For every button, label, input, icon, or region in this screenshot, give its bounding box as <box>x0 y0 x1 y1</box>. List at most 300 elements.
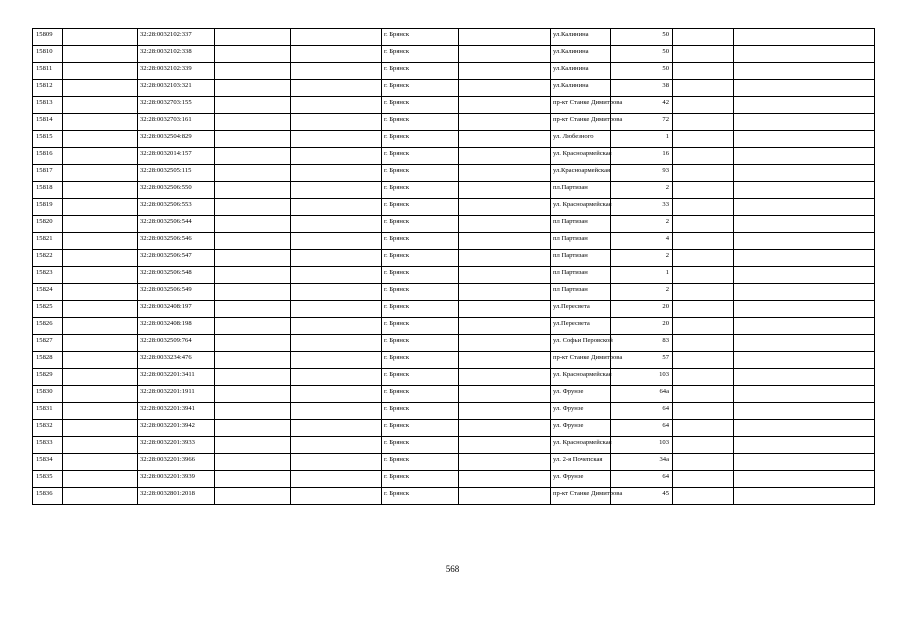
city-cell: г. Брянск <box>382 250 459 267</box>
empty-cell <box>673 182 734 199</box>
row-number-cell: 15834 <box>33 454 63 471</box>
empty-cell <box>459 454 551 471</box>
house-number-cell: 4 <box>611 233 673 250</box>
empty-cell <box>291 233 382 250</box>
city-cell: г. Брянск <box>382 352 459 369</box>
empty-cell <box>291 335 382 352</box>
empty-cell <box>63 267 138 284</box>
empty-cell <box>673 352 734 369</box>
empty-cell <box>63 352 138 369</box>
row-number-cell: 15816 <box>33 148 63 165</box>
table-row <box>33 488 875 505</box>
empty-cell <box>673 386 734 403</box>
table-row <box>33 335 875 352</box>
empty-cell <box>734 29 875 46</box>
empty-cell <box>459 131 551 148</box>
table-row <box>33 301 875 318</box>
empty-cell <box>459 369 551 386</box>
empty-cell <box>673 420 734 437</box>
street-cell: пл Партизан <box>551 267 611 284</box>
street-cell: ул. Красноармейская <box>551 369 611 386</box>
empty-cell <box>459 471 551 488</box>
empty-cell <box>459 216 551 233</box>
table-row <box>33 386 875 403</box>
empty-cell <box>734 386 875 403</box>
house-number-cell: 2 <box>611 216 673 233</box>
empty-cell <box>63 437 138 454</box>
empty-cell <box>291 301 382 318</box>
empty-cell <box>459 199 551 216</box>
empty-cell <box>215 318 291 335</box>
cadastral-number-cell: 32:28:0032201:3941 <box>138 403 215 420</box>
empty-cell <box>215 80 291 97</box>
row-number-cell: 15813 <box>33 97 63 114</box>
empty-cell <box>734 131 875 148</box>
empty-cell <box>63 420 138 437</box>
cadastral-number-cell: 32:28:0032103:321 <box>138 80 215 97</box>
table-row <box>33 80 875 97</box>
house-number-cell: 33 <box>611 199 673 216</box>
row-number-cell: 15811 <box>33 63 63 80</box>
empty-cell <box>291 488 382 505</box>
empty-cell <box>734 216 875 233</box>
empty-cell <box>291 80 382 97</box>
row-number-cell: 15828 <box>33 352 63 369</box>
empty-cell <box>734 114 875 131</box>
city-cell: г. Брянск <box>382 386 459 403</box>
house-number-cell: 50 <box>611 63 673 80</box>
city-cell: г. Брянск <box>382 148 459 165</box>
empty-cell <box>63 233 138 250</box>
table-row <box>33 250 875 267</box>
table-row <box>33 131 875 148</box>
empty-cell <box>459 301 551 318</box>
empty-cell <box>291 420 382 437</box>
city-cell: г. Брянск <box>382 216 459 233</box>
street-cell: ул.Красноармейская <box>551 165 611 182</box>
street-cell: ул.Пересвета <box>551 318 611 335</box>
cadastral-number-cell: 32:28:0032506:546 <box>138 233 215 250</box>
street-cell: ул.Калинина <box>551 46 611 63</box>
row-number-cell: 15829 <box>33 369 63 386</box>
empty-cell <box>459 29 551 46</box>
empty-cell <box>63 114 138 131</box>
street-cell: ул.Калинина <box>551 63 611 80</box>
cadastral-number-cell: 32:28:0032505:115 <box>138 165 215 182</box>
empty-cell <box>63 80 138 97</box>
table-row <box>33 284 875 301</box>
empty-cell <box>673 318 734 335</box>
empty-cell <box>734 369 875 386</box>
empty-cell <box>63 335 138 352</box>
property-register-table <box>32 28 875 505</box>
cadastral-number-cell: 32:28:0032408:198 <box>138 318 215 335</box>
cadastral-number-cell: 32:28:0032201:3933 <box>138 437 215 454</box>
empty-cell <box>459 165 551 182</box>
empty-cell <box>459 403 551 420</box>
table-row <box>33 165 875 182</box>
empty-cell <box>459 182 551 199</box>
empty-cell <box>215 114 291 131</box>
street-cell: ул.Калинина <box>551 80 611 97</box>
city-cell: г. Брянск <box>382 97 459 114</box>
empty-cell <box>673 216 734 233</box>
street-cell: ул. Красноармейская <box>551 148 611 165</box>
empty-cell <box>673 454 734 471</box>
house-number-cell: 93 <box>611 165 673 182</box>
empty-cell <box>291 403 382 420</box>
row-number-cell: 15814 <box>33 114 63 131</box>
city-cell: г. Брянск <box>382 29 459 46</box>
table-body <box>33 29 875 505</box>
empty-cell <box>673 63 734 80</box>
house-number-cell: 16 <box>611 148 673 165</box>
house-number-cell: 2 <box>611 250 673 267</box>
empty-cell <box>215 454 291 471</box>
empty-cell <box>734 80 875 97</box>
empty-cell <box>459 267 551 284</box>
city-cell: г. Брянск <box>382 301 459 318</box>
empty-cell <box>215 488 291 505</box>
empty-cell <box>734 318 875 335</box>
empty-cell <box>215 46 291 63</box>
row-number-cell: 15830 <box>33 386 63 403</box>
house-number-cell: 50 <box>611 29 673 46</box>
empty-cell <box>63 216 138 233</box>
empty-cell <box>291 165 382 182</box>
city-cell: г. Брянск <box>382 284 459 301</box>
empty-cell <box>459 250 551 267</box>
empty-cell <box>215 420 291 437</box>
cadastral-number-cell: 32:28:0032201:1911 <box>138 386 215 403</box>
empty-cell <box>215 182 291 199</box>
table-row <box>33 199 875 216</box>
row-number-cell: 15821 <box>33 233 63 250</box>
street-cell: пр-кт Станке Димитрова <box>551 97 611 114</box>
row-number-cell: 15822 <box>33 250 63 267</box>
empty-cell <box>63 471 138 488</box>
empty-cell <box>63 403 138 420</box>
empty-cell <box>291 148 382 165</box>
house-number-cell: 83 <box>611 335 673 352</box>
empty-cell <box>63 182 138 199</box>
table-row <box>33 352 875 369</box>
cadastral-number-cell: 32:28:0032102:337 <box>138 29 215 46</box>
empty-cell <box>459 80 551 97</box>
table-row <box>33 233 875 250</box>
street-cell: ул. 2-я Почепская <box>551 454 611 471</box>
cadastral-number-cell: 32:28:0032703:155 <box>138 97 215 114</box>
row-number-cell: 15820 <box>33 216 63 233</box>
empty-cell <box>673 250 734 267</box>
empty-cell <box>459 437 551 454</box>
house-number-cell: 64 <box>611 403 673 420</box>
city-cell: г. Брянск <box>382 488 459 505</box>
row-number-cell: 15836 <box>33 488 63 505</box>
empty-cell <box>291 471 382 488</box>
house-number-cell: 20 <box>611 318 673 335</box>
row-number-cell: 15833 <box>33 437 63 454</box>
table-row <box>33 97 875 114</box>
street-cell: ул. Софьи Перовской <box>551 335 611 352</box>
empty-cell <box>459 352 551 369</box>
empty-cell <box>734 148 875 165</box>
city-cell: г. Брянск <box>382 454 459 471</box>
street-cell: ул.Пересвета <box>551 301 611 318</box>
house-number-cell: 1 <box>611 131 673 148</box>
city-cell: г. Брянск <box>382 63 459 80</box>
cadastral-number-cell: 32:28:0032506:550 <box>138 182 215 199</box>
empty-cell <box>291 216 382 233</box>
empty-cell <box>673 369 734 386</box>
street-cell: ул. Красноармейская <box>551 437 611 454</box>
cadastral-number-cell: 32:28:0033234:476 <box>138 352 215 369</box>
city-cell: г. Брянск <box>382 267 459 284</box>
empty-cell <box>673 233 734 250</box>
empty-cell <box>673 97 734 114</box>
empty-cell <box>291 369 382 386</box>
cadastral-number-cell: 32:28:0032506:553 <box>138 199 215 216</box>
city-cell: г. Брянск <box>382 420 459 437</box>
empty-cell <box>215 301 291 318</box>
row-number-cell: 15823 <box>33 267 63 284</box>
empty-cell <box>673 488 734 505</box>
cadastral-number-cell: 32:28:0032506:548 <box>138 267 215 284</box>
empty-cell <box>673 131 734 148</box>
empty-cell <box>63 97 138 114</box>
empty-cell <box>63 199 138 216</box>
empty-cell <box>291 284 382 301</box>
empty-cell <box>215 165 291 182</box>
street-cell: ул. Фрунзе <box>551 420 611 437</box>
empty-cell <box>459 318 551 335</box>
empty-cell <box>215 284 291 301</box>
street-cell: ул. Красноармейская <box>551 199 611 216</box>
street-cell: пр-кт Станке Димитрова <box>551 352 611 369</box>
city-cell: г. Брянск <box>382 80 459 97</box>
empty-cell <box>291 182 382 199</box>
table-row <box>33 182 875 199</box>
house-number-cell: 20 <box>611 301 673 318</box>
empty-cell <box>673 284 734 301</box>
empty-cell <box>63 29 138 46</box>
table-row <box>33 46 875 63</box>
empty-cell <box>459 284 551 301</box>
table-row <box>33 318 875 335</box>
empty-cell <box>291 250 382 267</box>
table-row <box>33 420 875 437</box>
empty-cell <box>291 454 382 471</box>
house-number-cell: 103 <box>611 369 673 386</box>
empty-cell <box>734 437 875 454</box>
empty-cell <box>215 471 291 488</box>
street-cell: ул. Фрунзе <box>551 471 611 488</box>
empty-cell <box>734 46 875 63</box>
empty-cell <box>215 250 291 267</box>
house-number-cell: 45 <box>611 488 673 505</box>
row-number-cell: 15819 <box>33 199 63 216</box>
city-cell: г. Брянск <box>382 318 459 335</box>
empty-cell <box>734 165 875 182</box>
empty-cell <box>63 454 138 471</box>
table-row <box>33 148 875 165</box>
table-row <box>33 114 875 131</box>
table-row <box>33 29 875 46</box>
empty-cell <box>215 97 291 114</box>
empty-cell <box>63 301 138 318</box>
empty-cell <box>63 63 138 80</box>
street-cell: ул. Фрунзе <box>551 403 611 420</box>
empty-cell <box>459 420 551 437</box>
empty-cell <box>459 148 551 165</box>
cadastral-number-cell: 32:28:0032506:547 <box>138 250 215 267</box>
empty-cell <box>291 199 382 216</box>
table-row <box>33 403 875 420</box>
empty-cell <box>215 148 291 165</box>
table-row <box>33 471 875 488</box>
house-number-cell: 57 <box>611 352 673 369</box>
empty-cell <box>673 471 734 488</box>
street-cell: пл.Партизан <box>551 182 611 199</box>
empty-cell <box>734 471 875 488</box>
empty-cell <box>459 46 551 63</box>
city-cell: г. Брянск <box>382 233 459 250</box>
empty-cell <box>291 437 382 454</box>
empty-cell <box>63 369 138 386</box>
city-cell: г. Брянск <box>382 114 459 131</box>
empty-cell <box>215 131 291 148</box>
empty-cell <box>734 267 875 284</box>
row-number-cell: 15824 <box>33 284 63 301</box>
empty-cell <box>291 131 382 148</box>
cadastral-number-cell: 32:28:0032201:3411 <box>138 369 215 386</box>
street-cell: пл Партизан <box>551 216 611 233</box>
city-cell: г. Брянск <box>382 471 459 488</box>
empty-cell <box>734 97 875 114</box>
empty-cell <box>673 403 734 420</box>
empty-cell <box>673 114 734 131</box>
empty-cell <box>291 352 382 369</box>
empty-cell <box>291 318 382 335</box>
empty-cell <box>459 488 551 505</box>
empty-cell <box>459 386 551 403</box>
empty-cell <box>215 403 291 420</box>
city-cell: г. Брянск <box>382 335 459 352</box>
cadastral-number-cell: 32:28:0032102:339 <box>138 63 215 80</box>
empty-cell <box>215 199 291 216</box>
empty-cell <box>215 369 291 386</box>
empty-cell <box>673 148 734 165</box>
row-number-cell: 15810 <box>33 46 63 63</box>
house-number-cell: 2 <box>611 182 673 199</box>
house-number-cell: 38 <box>611 80 673 97</box>
empty-cell <box>215 233 291 250</box>
city-cell: г. Брянск <box>382 131 459 148</box>
row-number-cell: 15827 <box>33 335 63 352</box>
empty-cell <box>215 352 291 369</box>
empty-cell <box>63 250 138 267</box>
empty-cell <box>673 301 734 318</box>
house-number-cell: 42 <box>611 97 673 114</box>
empty-cell <box>673 335 734 352</box>
house-number-cell: 2 <box>611 284 673 301</box>
empty-cell <box>734 63 875 80</box>
cadastral-number-cell: 32:28:0032102:338 <box>138 46 215 63</box>
row-number-cell: 15817 <box>33 165 63 182</box>
empty-cell <box>734 403 875 420</box>
empty-cell <box>734 199 875 216</box>
empty-cell <box>291 63 382 80</box>
empty-cell <box>63 318 138 335</box>
cadastral-number-cell: 32:28:0032201:3939 <box>138 471 215 488</box>
city-cell: г. Брянск <box>382 165 459 182</box>
empty-cell <box>734 420 875 437</box>
empty-cell <box>734 488 875 505</box>
table-row <box>33 267 875 284</box>
row-number-cell: 15809 <box>33 29 63 46</box>
house-number-cell: 50 <box>611 46 673 63</box>
street-cell: пл Партизан <box>551 233 611 250</box>
house-number-cell: 103 <box>611 437 673 454</box>
empty-cell <box>291 267 382 284</box>
empty-cell <box>291 114 382 131</box>
empty-cell <box>673 29 734 46</box>
cadastral-number-cell: 32:28:0032506:549 <box>138 284 215 301</box>
empty-cell <box>63 386 138 403</box>
house-number-cell: 34а <box>611 454 673 471</box>
cadastral-number-cell: 32:28:0032509:764 <box>138 335 215 352</box>
row-number-cell: 15835 <box>33 471 63 488</box>
empty-cell <box>459 63 551 80</box>
street-cell: пр-кт Станке Димитрова <box>551 114 611 131</box>
empty-cell <box>673 80 734 97</box>
empty-cell <box>673 165 734 182</box>
empty-cell <box>63 131 138 148</box>
row-number-cell: 15826 <box>33 318 63 335</box>
empty-cell <box>734 250 875 267</box>
row-number-cell: 15812 <box>33 80 63 97</box>
city-cell: г. Брянск <box>382 199 459 216</box>
empty-cell <box>291 386 382 403</box>
empty-cell <box>459 335 551 352</box>
row-number-cell: 15818 <box>33 182 63 199</box>
street-cell: пр-кт Станке Димитрова <box>551 488 611 505</box>
empty-cell <box>459 114 551 131</box>
empty-cell <box>63 488 138 505</box>
row-number-cell: 15831 <box>33 403 63 420</box>
empty-cell <box>215 335 291 352</box>
street-cell: ул. Фрунзе <box>551 386 611 403</box>
table-row <box>33 216 875 233</box>
empty-cell <box>734 284 875 301</box>
cadastral-number-cell: 32:28:0032014:157 <box>138 148 215 165</box>
empty-cell <box>734 233 875 250</box>
cadastral-number-cell: 32:28:0032201:3942 <box>138 420 215 437</box>
city-cell: г. Брянск <box>382 369 459 386</box>
empty-cell <box>734 454 875 471</box>
empty-cell <box>734 182 875 199</box>
empty-cell <box>673 46 734 63</box>
street-cell: ул. Любезного <box>551 131 611 148</box>
house-number-cell: 1 <box>611 267 673 284</box>
empty-cell <box>291 46 382 63</box>
table-row <box>33 437 875 454</box>
empty-cell <box>215 29 291 46</box>
empty-cell <box>63 148 138 165</box>
row-number-cell: 15825 <box>33 301 63 318</box>
empty-cell <box>63 284 138 301</box>
empty-cell <box>459 97 551 114</box>
